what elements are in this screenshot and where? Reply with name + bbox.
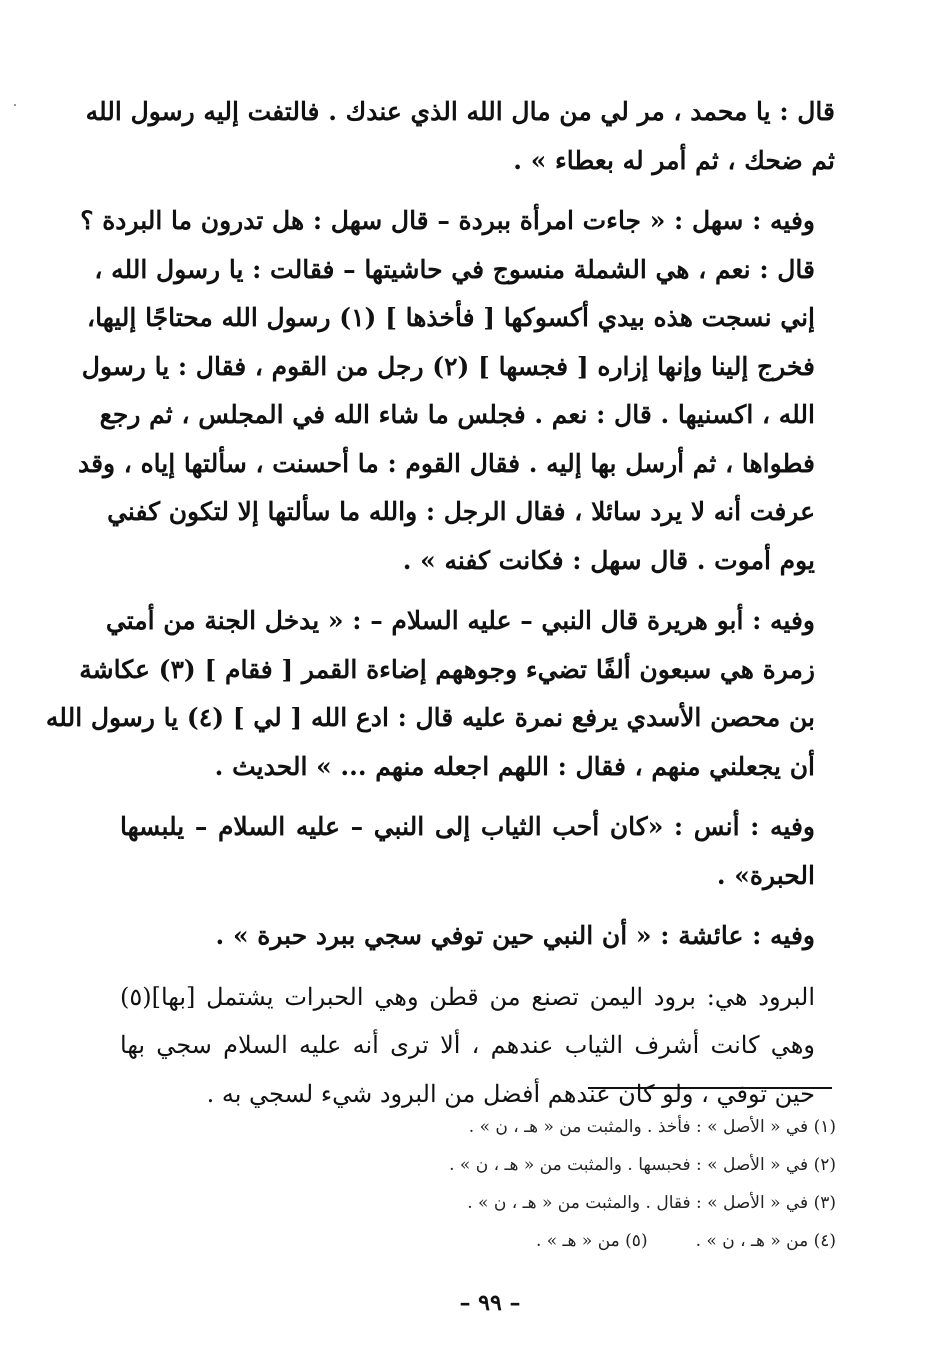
- paragraph-4: [120, 803, 835, 900]
- paragraph-2: [77, 197, 835, 585]
- footnote-1: (١) في « الأصل » : فأخذ . والمثبت من « هـ ، ن » .: [468, 1117, 836, 1137]
- text-line: أن يجعلني منهم ، فقال : اللهم اجعله منهم ... » الحديث .: [214, 751, 815, 781]
- text-line: وفيه : أنس : «كان أحب الثياب إلى النبي – عليه السلام – يلبسها: [120, 812, 815, 841]
- text-line: قال : نعم ، هي الشملة منسوج في حاشيتها – فقالت : يا رسول الله ،: [94, 254, 815, 284]
- main-text: [45, 88, 835, 1118]
- text-line: إني نسجت هذه بيدي أكسوكها [ فأخذها ] (١) رسول الله محتاجًا إليها،: [87, 303, 815, 332]
- text-line: حين توفي ، ولو كان عندهم أفضل من البرود شيء لسجي به .: [206, 1079, 815, 1108]
- text-line: فطواها ، ثم أرسل بها إليه . فقال القوم : ما أحسنت ، سألتها إياه ، وقد: [77, 448, 815, 478]
- footnote-4: (٤) من « هـ ، ن » .: [695, 1231, 836, 1251]
- footnote-3: (٣) في « الأصل » : فقال . والمثبت من « هـ ، ن » .: [467, 1193, 836, 1213]
- text-line: فخرج إلينا وإنها إزاره [ فجسها ] (٢) رجل من القوم ، فقال : يا رسول: [81, 351, 815, 381]
- paragraph-5: [120, 912, 835, 961]
- footnote-5: (٥) من « هـ » .: [535, 1231, 648, 1251]
- text-line: زمرة هي سبعون ألفًا تضيء وجوههم إضاءة القمر [ فقام ] (٣) عكاشة: [79, 654, 815, 684]
- text-line: الله ، اكسنيها . قال : نعم . فجلس ما شاء الله في المجلس ، ثم رجع: [99, 400, 815, 429]
- footnote-row: [300, 1222, 836, 1260]
- margin-mark: [14, 104, 16, 106]
- text-line: البرود هي: برود اليمن تصنع من قطن وهي الحبرات يشتمل [بها](٥): [120, 982, 815, 1011]
- paragraph-3: [45, 597, 835, 791]
- text-line: وفيه : سهل : « جاءت امرأة ببردة – قال سهل : هل تدرون ما البردة ؟: [80, 206, 815, 235]
- footnote-separator: [588, 1087, 832, 1089]
- text-line: وفيه : عائشة : « أن النبي حين توفي سجي ببرد حبرة » .: [215, 921, 815, 950]
- paragraph-1: [85, 88, 835, 185]
- footnotes: [300, 1108, 836, 1260]
- text-line: ثم ضحك ، ثم أمر له بعطاء » .: [513, 145, 835, 175]
- footnote-2: (٢) في « الأصل » : فحبسها . والمثبت من « هـ ، ن » .: [449, 1155, 836, 1175]
- text-line: عرفت أنه لا يرد سائلا ، فقال الرجل : والله ما سألتها إلا لتكون كفني: [107, 497, 815, 526]
- text-line: الحبرة» .: [716, 860, 815, 890]
- text-line: يوم أموت . قال سهل : فكانت كفنه » .: [402, 545, 815, 575]
- text-line: قال : يا محمد ، مر لي من مال الله الذي عندك . فالتفت إليه رسول الله: [85, 97, 835, 126]
- text-line: بن محصن الأسدي يرفع نمرة عليه قال : ادع الله [ لي ] (٤) يا رسول الله: [45, 703, 815, 732]
- text-line: وفيه : أبو هريرة قال النبي – عليه السلام – : « يدخل الجنة من أمتي: [105, 606, 815, 635]
- page-number: – ٩٩ –: [459, 1290, 521, 1316]
- text-line: وهي كانت أشرف الثياب عندهم ، ألا ترى أنه عليه السلام سجي بها: [120, 1031, 815, 1059]
- paragraph-6: [120, 973, 835, 1119]
